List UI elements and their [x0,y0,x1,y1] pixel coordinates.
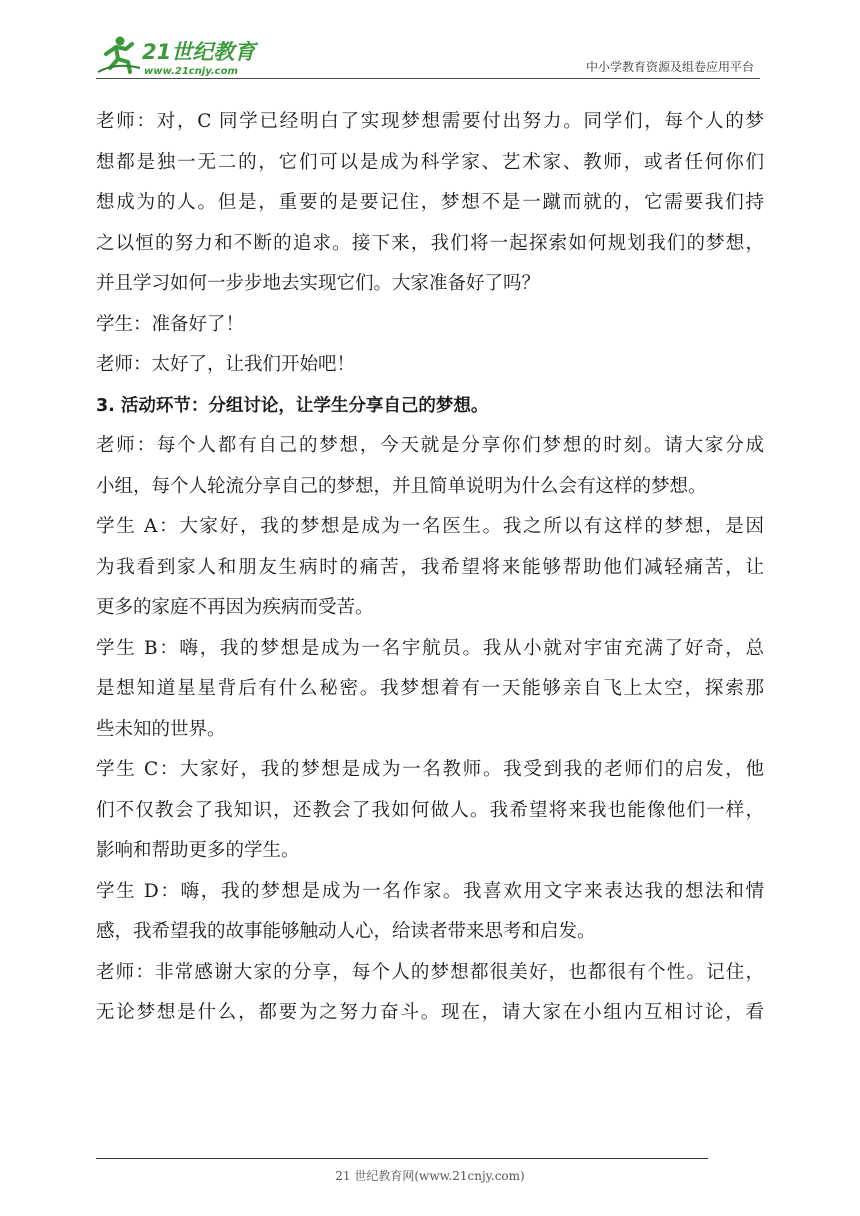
header-divider [96,78,760,79]
paragraph [96,426,764,507]
text-line: 为我看到家人和朋友生病时的痛苦，我希望将来能够帮助他们减轻痛苦，让 [96,556,764,578]
paragraph [96,305,764,346]
text-line: 感，我希望我的故事能够触动人心，给读者带来思考和启发。 [96,921,596,942]
text-line: 学生 C：大家好，我的梦想是成为一名教师。我受到我的老师们的启发，他 [96,759,764,780]
text-line: 老师：对，C 同学已经明白了实现梦想需要付出努力。同学们，每个人的梦 [96,111,764,132]
paragraph [96,345,764,386]
text-line: 更多的家庭不再因为疾病而受苦。 [96,597,374,618]
paragraph [96,750,764,872]
text-line: 想成为的人。但是，重要的是要记住，梦想不是一蹴而就的，它需要我们持 [96,192,764,213]
text-line: 影响和帮助更多的学生。 [96,840,300,861]
text-line: 们不仅教会了我知识，还教会了我如何做人。我希望将来我也能像他们一样， [96,799,764,821]
header-platform-text: 中小学教育资源及组卷应用平台 [585,60,754,74]
paragraph [96,629,764,751]
text-line: 小组，每个人轮流分享自己的梦想，并且简单说明为什么会有这样的梦想。 [96,475,707,497]
footer-divider [96,1158,708,1159]
text-line: 想都是独一无二的，它们可以是成为科学家、艺术家、教师，或者任何你们 [96,151,764,173]
logo-text: 21世纪教育 [142,40,256,64]
text-line: 是想知道星星背后有什么秘密。我梦想着有一天能够亲自飞上太空，探索那 [96,678,764,699]
text-line: 学生 D：嗨，我的梦想是成为一名作家。我喜欢用文字来表达我的想法和情 [96,880,764,902]
text-line: 之以恒的努力和不断的追求。接下来，我们将一起探索如何规划我们的梦想， [96,232,764,254]
runner-icon [98,37,140,73]
text-line: 学生 A：大家好，我的梦想是成为一名医生。我之所以有这样的梦想，是因 [96,516,764,537]
logo-url: www.21cnjy.com [144,66,238,77]
text-line: 些未知的世界。 [96,718,226,740]
document-body [96,102,764,1034]
text-line: 无论梦想是什么，都要为之努力奋斗。现在，请大家在小组内互相讨论，看 [96,1002,764,1023]
text-line: 老师：非常感谢大家的分享，每个人的梦想都很美好，也都很有个性。记住， [96,961,764,983]
text-line: 学生 B：嗨，我的梦想是成为一名宇航员。我从小就对宇宙充满了好奇，总 [96,637,764,659]
text-line: 老师：每个人都有自己的梦想，今天就是分享你们梦想的时刻。请大家分成 [96,435,764,456]
paragraph [96,872,764,953]
logo [96,32,266,78]
text-line: 并且学习如何一步步地去实现它们。大家准备好了吗？ [96,273,541,294]
page-header [96,28,760,82]
text-line: 3. 活动环节：分组讨论，让学生分享自己的梦想。 [96,395,489,416]
paragraph [96,507,764,629]
section-heading [96,386,764,427]
text-line: 学生：准备好了！ [96,313,245,335]
text-line: 老师：太好了，让我们开始吧！ [96,354,356,375]
footer-text: 21 世纪教育网(www.21cnjy.com) [335,1169,525,1183]
paragraph [96,102,764,305]
paragraph [96,953,764,1034]
